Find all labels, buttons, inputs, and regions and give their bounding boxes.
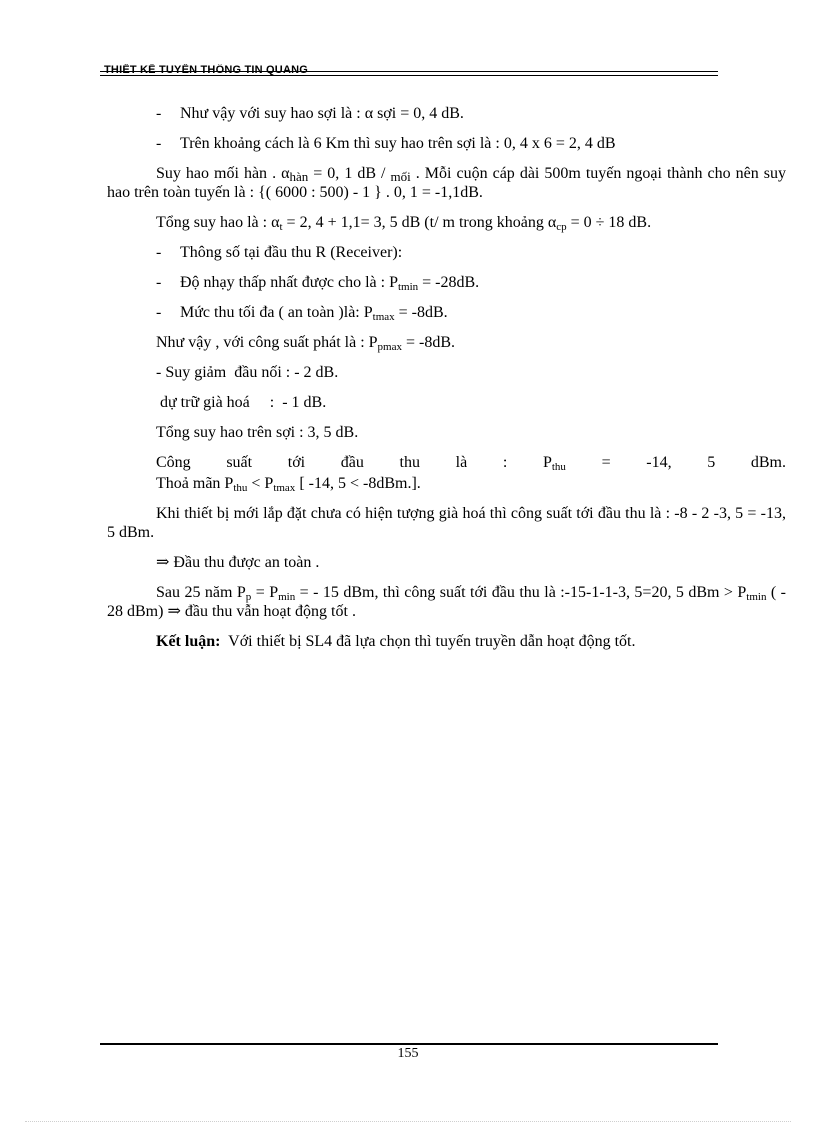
bullet-dash: - [156, 304, 162, 321]
header-rule-secondary [100, 75, 718, 76]
connector-loss-line: - Suy giảm đầu nối : - 2 dB. [156, 364, 339, 381]
footer-rule [100, 1043, 718, 1045]
page-number: 155 [397, 1046, 419, 1061]
page-bottom-edge [25, 1121, 791, 1122]
bullet-dash: - [156, 105, 162, 122]
transmit-power-line: Như vậy , với công suất phát là : $P_{pmax} = -8dB$. [156, 334, 456, 353]
received-power-line: Công suất tới đầu thu là : $P_{thu} = -14$, 5 dBm. [156, 454, 787, 473]
bullet-min-sensitivity: - Độ nhạy thấp nhất được cho là : $P_{tmin} = -28dB$. [156, 274, 480, 293]
after-25-years-paragraph: Sau 25 năm $P_p = P_{min}$ = - 15 dBm, thì công suất tới đầu thu là :-15-1-1-3, 5=20, 5 dBm > $P_{tmin}$ ( - 28 dBm) ⇒ đầu thu vẫn hoạt động tốt . [107, 584, 786, 620]
bullet-fiber-loss: - Như vậy với suy hao sợi là : α sợi = 0, 4 dB. [156, 105, 464, 122]
bullet-distance-loss: - Trên khoảng cách là 6 Km thì suy hao trên sợi là : 0, 4 x 6 = 2, 4 dB [156, 135, 616, 152]
header-title: THIẾT KẾ TUYẾN THÔNG TIN QUANG [104, 64, 308, 76]
bullet-dash: - [156, 244, 162, 261]
header-rule [100, 71, 718, 72]
receiver-safe-line: ⇒ Đầu thu được an toàn . [156, 554, 320, 571]
bullet-receiver-params: - Thông số tại đầu thu R (Receiver): [156, 244, 403, 261]
new-device-paragraph: Khi thiết bị mới lắp đặt chưa có hiện tượng già hoá thì công suất tới đầu thu là : -8 - 2 -3, 5 = -13, 5 dBm. [107, 505, 786, 541]
conclusion-paragraph: Kết luận: Với thiết bị SL4 đã lựa chọn thì tuyến truyền dẫn hoạt động tốt. [156, 633, 636, 650]
bullet-max-receive: - Mức thu tối đa ( an toàn )là: $P_{tmax} = -8dB$. [156, 304, 448, 323]
conclusion-label: Kết luận: [156, 633, 221, 650]
total-fiber-loss-line: Tổng suy hao trên sợi : 3, 5 dB. [156, 424, 359, 441]
splice-loss-paragraph: Suy hao mối hàn . $\alpha_{hàn} = 0$, 1 dB / $_{mối}$ . Mỗi cuộn cáp dài 500m tuyến ngoại thành cho nên suy hao trên toàn tuyến là : {( 6000 : 500) - 1 } . 0, 1 = -1,1dB. [107, 165, 787, 201]
aging-margin-line: dự trữ già hoá : - 1 dB. [156, 394, 327, 411]
condition-line: Thoả mãn $P_{thu} < P_{tmax}$ [ -14, 5 < -8dBm.]. [156, 475, 421, 494]
bullet-dash: - [156, 135, 162, 152]
document-body [107, 104, 786, 662]
total-loss-paragraph: Tổng suy hao là : $\alpha_t = 2$, 4 + 1,1= 3, 5 dB (t/ m trong khoảng $\alpha_{cp} = 0 \div 18$ dB. [156, 214, 652, 233]
bullet-dash: - [156, 274, 162, 291]
